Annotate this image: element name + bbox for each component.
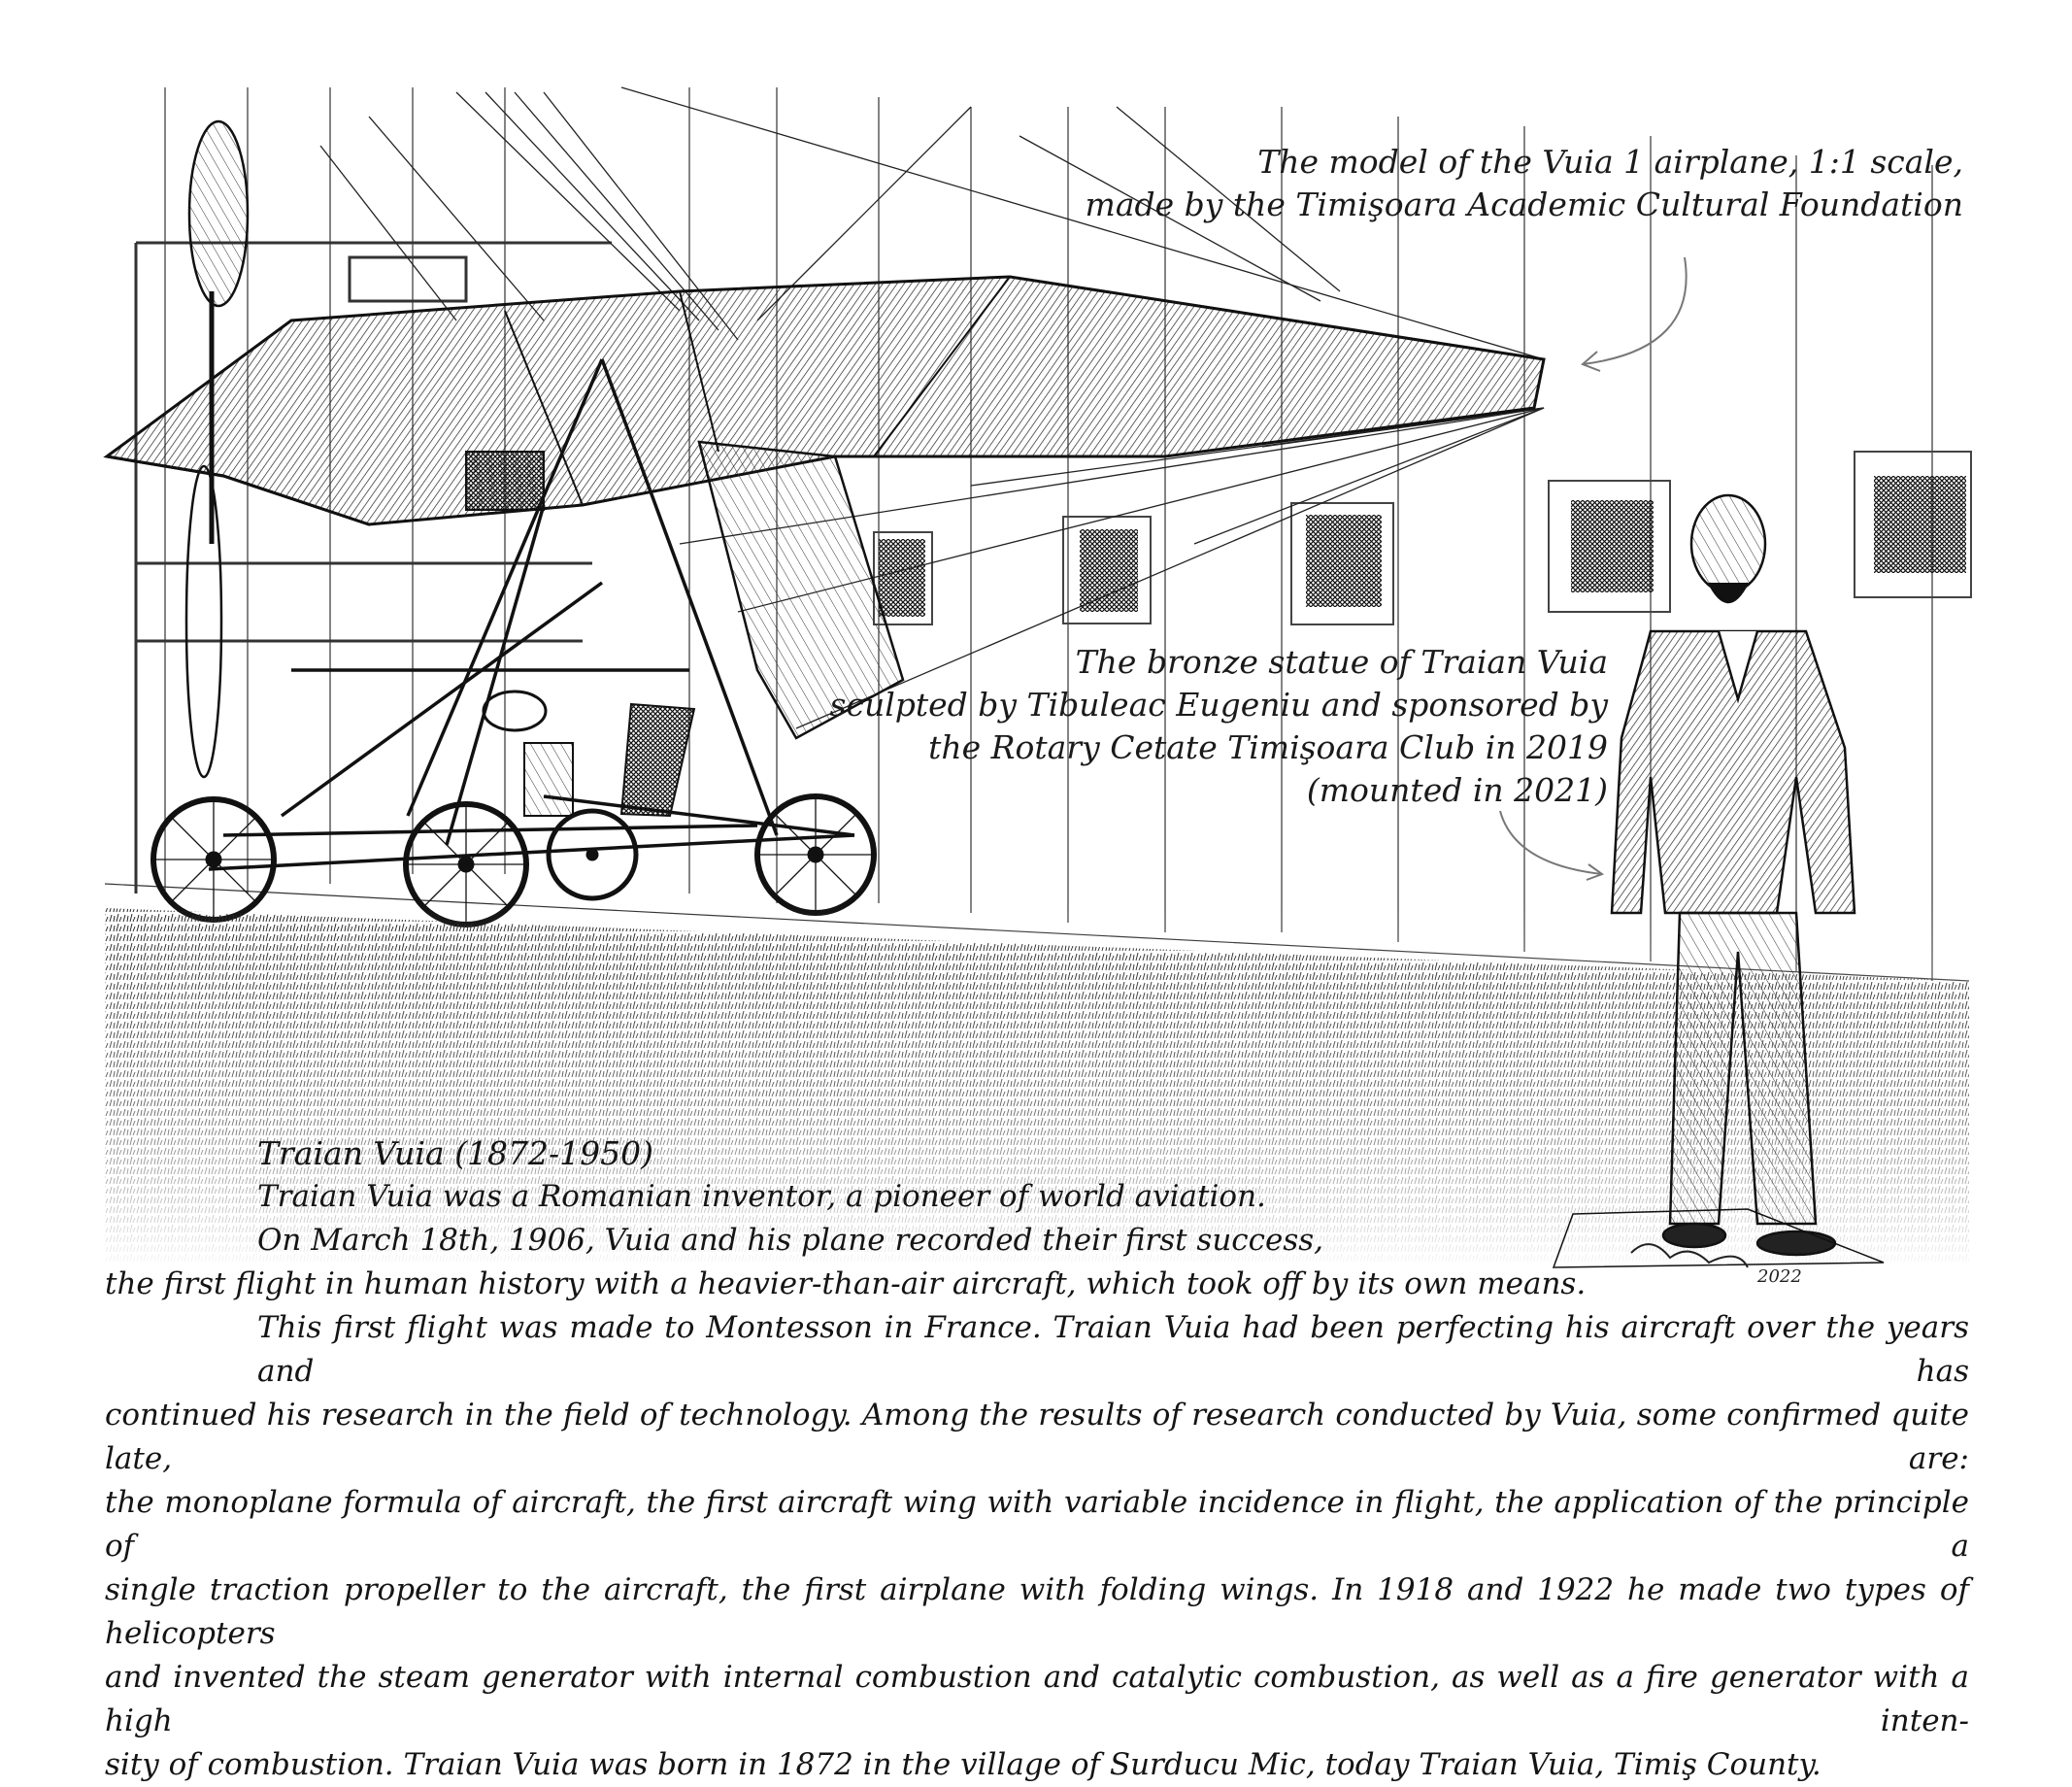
article-line: the monoplane formula of aircraft, the first aircraft wing with variable incidence in flight, the application of the principle of a — [105, 1485, 1969, 1564]
airplane-model-caption — [1086, 141, 1963, 226]
airplane-caption-line-2: made by the Timişoara Academic Cultural Foundation — [1085, 185, 1963, 223]
hangar-windows — [874, 452, 1971, 624]
article-title: Traian Vuia (1872-1950) — [257, 1134, 653, 1172]
article-line: sity of combustion. Traian Vuia was born in 1872 in the village of Surducu Mic, today Traian Vuia, Timiş County. — [105, 1747, 1821, 1782]
article-line: On March 18th, 1906, Vuia and his plane recorded their first success, — [257, 1223, 1324, 1258]
article-line: Traian Vuia was a Romanian inventor, a pioneer of world aviation. — [257, 1179, 1266, 1214]
article-body — [105, 1131, 1969, 1787]
article-line: and invented the steam generator with internal combustion and catalytic combustion, as well as a fire generator with a high inten- — [105, 1660, 1969, 1738]
arrow-to-statue — [1500, 811, 1602, 874]
airplane-seat — [621, 704, 694, 816]
statue-caption-line-1: The bronze statue of Traian Vuia — [1075, 643, 1608, 681]
signature-year: 2022 — [1757, 1266, 1802, 1287]
arrow-to-wing — [1583, 257, 1687, 364]
steering-wheel — [484, 691, 546, 730]
airplane-engine — [466, 452, 544, 510]
article-line: This first flight was made to Montesson in France. Traian Vuia had been perfecting his aircraft over the years and has — [257, 1310, 1969, 1389]
statue-caption — [830, 641, 1608, 812]
statue-caption-line-4: (mounted in 2021) — [1306, 771, 1608, 809]
statue-caption-line-3: the Rotary Cetate Timişoara Club in 2019 — [928, 728, 1608, 766]
article-line: continued his research in the field of technology. Among the results of research conducted by Vuia, some confirmed quite late, are: — [105, 1398, 1969, 1476]
article-line: single traction propeller to the aircraft, the first airplane with folding wings. In 1918 and 1922 he made two types of helicopters — [105, 1572, 1969, 1651]
fuel-tank — [524, 743, 573, 816]
airplane-caption-line-1: The model of the Vuia 1 airplane, 1:1 scale, — [1257, 143, 1963, 181]
statue-caption-line-2: sculpted by Tibuleac Eugeniu and sponsored by — [829, 686, 1608, 724]
article-line: the first flight in human history with a heavier-than-air aircraft, which took off by its own means. — [105, 1266, 1587, 1301]
